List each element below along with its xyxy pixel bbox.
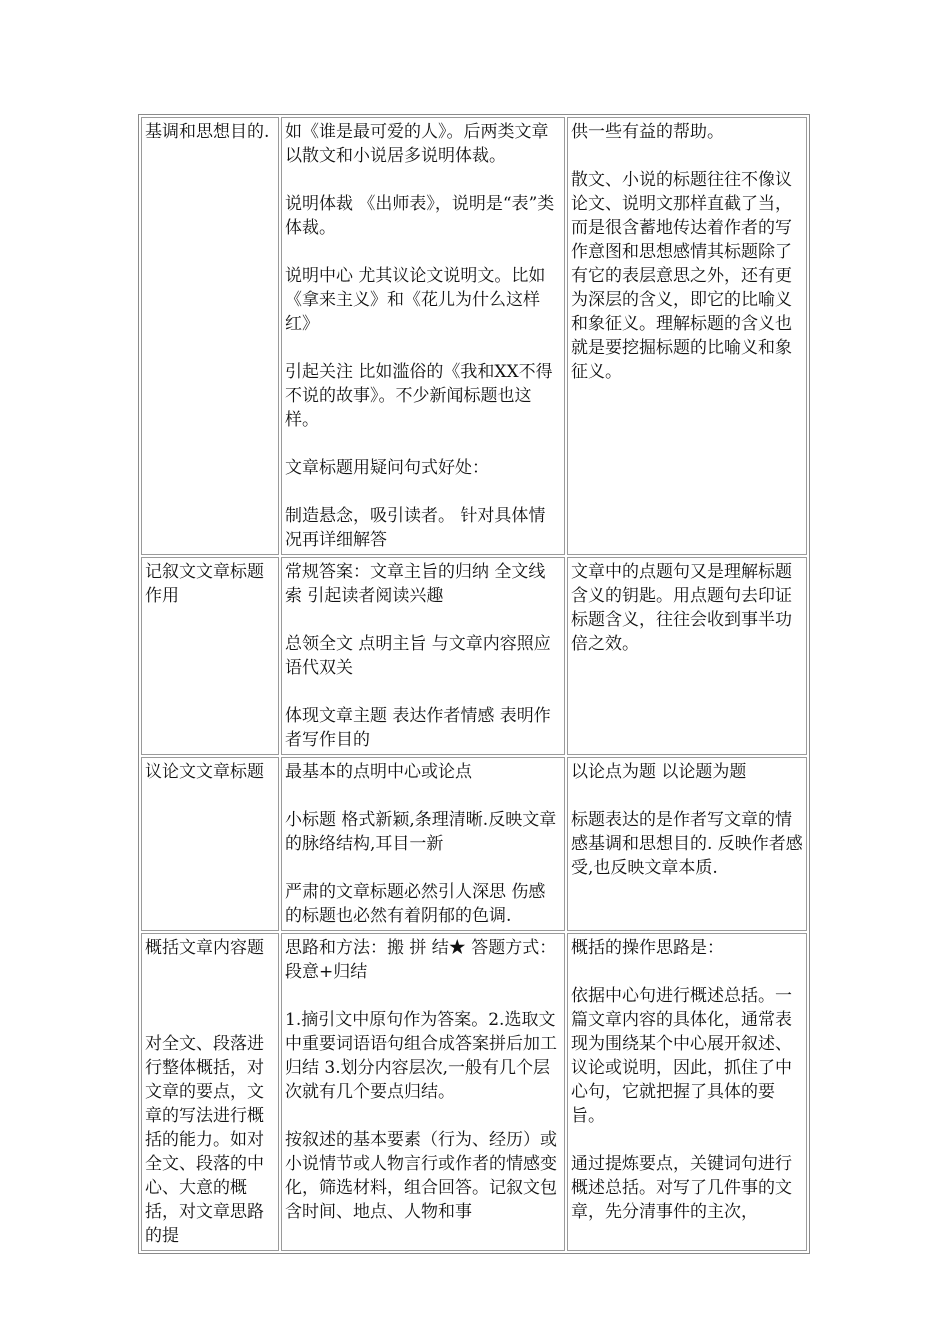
cell-text: 议论文文章标题 [145,762,264,782]
cell-text: 概括文章内容题 [145,938,264,958]
cell-text: 按叙述的基本要素（行为、经历）或小说情节或人物言行或作者的情感变化，筛选材料，组合回答。记叙文包含时间、地点、人物和事 [285,1130,557,1222]
cell-text: 概括的操作思路是： [571,938,724,958]
cell-text: 文章标题用疑问句式好处： [285,458,489,478]
cell-text: 标题表达的是作者写文章的情感基调和思想目的. 反映作者感受,也反映文章本质. [571,810,803,878]
notes-cell [567,117,807,555]
cell-text: 小标题 格式新颖,条理清晰.反映文章的脉络结构,耳目一新 [285,810,557,854]
cell-text: 散文、小说的标题往往不像议论文、说明文那样直截了当，而是很含蓄地传达着作者的写作意图和思想感情其标题除了有它的表层意思之外，还有更为深层的含义，即它的比喻义和象征义。理解标题的含义也就是要挖掘标题的比喻义和象征义。 [571,170,792,382]
row-heading-cell [141,757,279,931]
row-heading-cell [141,117,279,555]
document-page [140,114,808,1254]
cell-text: 基调和思想目的. [145,122,270,142]
cell-text: 文章中的点题句又是理解标题含义的钥匙。用点题句去印证标题含义，往往会收到事半功倍之效。 [571,562,792,654]
cell-text: 对全文、段落进行整体概括，对文章的要点，文章的写法进行概括的能力。如对全文、段落的中心、大意的概括，对文章思路的提 [145,1034,264,1246]
cell-text: 引起关注 比如滥俗的《我和XX不得不说的故事》。不少新闻标题也这样。 [285,362,553,430]
row-heading-cell [141,933,279,1251]
answer-cell [281,933,565,1251]
notes-cell [567,557,807,755]
answer-cell [281,557,565,755]
cell-text: 记叙文文章标题作用 [145,562,264,606]
cell-text: 总领全文 点明主旨 与文章内容照应 语代双关 [285,634,551,678]
cell-text: 常规答案：文章主旨的归纳 全文线索 引起读者阅读兴趣 [285,562,546,606]
cell-text: 最基本的点明中心或论点 [285,762,472,782]
cell-text: 说明中心 尤其议论文说明文。比如《拿来主义》和《花儿为什么这样红》 [285,266,546,334]
table-row [141,757,807,931]
content-table [138,114,810,1254]
notes-cell [567,757,807,931]
cell-text: 通过提炼要点，关键词句进行概述总括。对写了几件事的文章，先分清事件的主次， [571,1154,792,1222]
cell-text: 严肃的文章标题必然引人深思 伤感的标题也必然有着阴郁的色调. [285,882,546,926]
cell-text: 说明体裁 《出师表》，说明是“表”类体裁。 [285,194,555,238]
answer-cell [281,117,565,555]
cell-text: 思路和方法：搬 拼 结★ 答题方式： 段意+归结 [285,938,557,982]
cell-text: 体现文章主题 表达作者情感 表明作者写作目的 [285,706,551,750]
cell-text: 制造悬念，吸引读者。 针对具体情况再详细解答 [285,506,546,550]
notes-cell [567,933,807,1251]
cell-spacer [145,984,275,1032]
cell-text: 依据中心句进行概述总括。一篇文章内容的具体化，通常表现为围绕某个中心展开叙述、议论或说明，因此，抓住了中心句，它就把握了具体的要旨。 [571,986,792,1126]
table-row [141,933,807,1251]
cell-text: 1.摘引文中原句作为答案。2.选取文中重要词语语句组合成答案拼后加工归结 3.划分内容层次,一般有几个层次就有几个要点归结。 [285,1010,557,1102]
cell-text: 供一些有益的帮助。 [571,122,724,142]
answer-cell [281,757,565,931]
cell-text: 如《谁是最可爱的人》。后两类文章以散文和小说居多说明体裁。 [285,122,549,166]
table-row [141,117,807,555]
table-row [141,557,807,755]
cell-text: 以论点为题 以论题为题 [571,762,747,782]
row-heading-cell [141,557,279,755]
